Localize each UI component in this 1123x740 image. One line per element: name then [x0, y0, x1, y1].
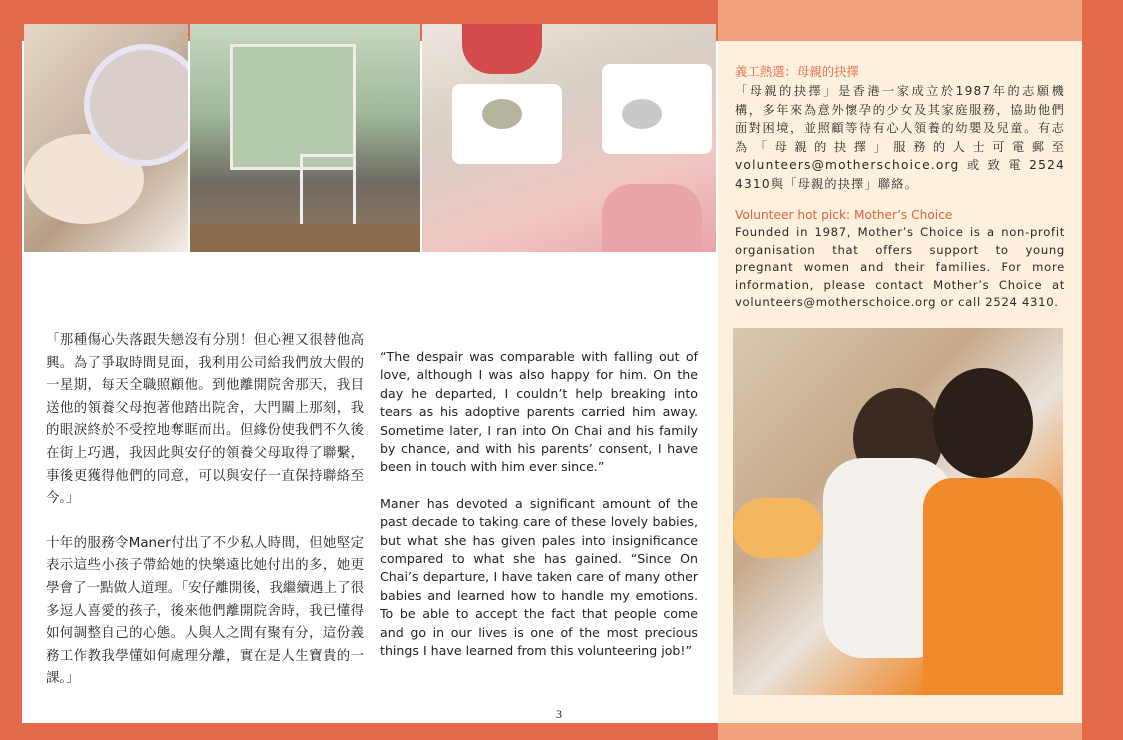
en-paragraph-2: Maner has devoted a significant amount of the past decade to taking care of these lovely babies, but what she has given pales into insignificance compared to what she has gained. “Since On Chai’s departure, I have taken care of many other babies and learned how to handle my emotions. To be able to accept the fact that people come and go in our lives is one of the most precious things I have learned from this volunteering job!” — [380, 495, 698, 659]
sidebar-en-body: Founded in 1987, Mother’s Choice is a non-profit organisation that offers support to young pregnant women and their families. For more information, please contact Mother’s Choice at volunteers@motherschoice.org or call 2524 4310. — [735, 225, 1065, 310]
high-chair-room-photo — [190, 24, 420, 252]
page-number: 3 — [556, 707, 562, 721]
english-column — [380, 348, 698, 679]
sidebar-en-heading: Volunteer hot pick: Mother’s Choice — [735, 208, 953, 222]
sidebar-en-block — [735, 208, 1065, 312]
en-paragraph-1: “The despair was comparable with falling out of love, although I was also happy for him. On the day he departed, I couldn’t help breaking into tears as his adoptive parents carried him away. Sometime later, I ran into On Chai and his family by chance, and with his parents’ consent, I have been in touch with him ever since.” — [380, 349, 698, 475]
sidebar-bottom-band — [718, 723, 1082, 740]
photo-strip — [24, 24, 718, 252]
babies-eating-photo — [422, 24, 716, 252]
sleeping-baby-photo — [24, 24, 188, 252]
cn-paragraph-2: 十年的服務令Maner付出了不少私人時間，但她堅定表示這些小孩子帶給她的快樂遠比她付出的多，她更學會了一點做人道理。「安仔離開後，我繼續遇上了很多逗人喜愛的孩子，後來他們離開院舍時，我已懂得如何調整自己的心態。人與人之間有聚有分，這份義務工作教我學懂如何處理分離，實在是人生寶貴的一課。」 — [46, 535, 364, 687]
sidebar-cn-block — [735, 62, 1065, 193]
cn-paragraph-1: 「那種傷心失落跟失戀沒有分別！但心裡又很替他高興。為了爭取時間見面，我利用公司給我們放大假的一星期，每天全職照顧他。到他離開院舍那天，我目送他的領養父母抱著他踏出院舍，大門關上那刻，我的眼淚終於不受控地奪眶而出。但緣份使我們不久後在街上巧遇，我因此與安仔的領養父母取得了聯繫，事後更獲得他們的同意，可以與安仔一直保持聯絡至今。」 — [46, 333, 364, 507]
sidebar-cn-heading: 義工熱選：母親的抉擇 — [735, 64, 859, 79]
chinese-column — [46, 330, 364, 713]
volunteer-with-baby-photo — [733, 328, 1063, 695]
sidebar-cn-body: 「母親的抉擇」是香港一家成立於1987年的志願機構，多年來為意外懷孕的少女及其家庭服務，協助他們面對困境，並照顧等待有心人領養的幼嬰及兒童。有志為「母親的抉擇」服務的人士可電郵至volunteers@motherschoice.org或致電2524 4310與「母親的抉擇」聯絡。 — [735, 84, 1065, 191]
sidebar-top-band — [718, 0, 1082, 41]
